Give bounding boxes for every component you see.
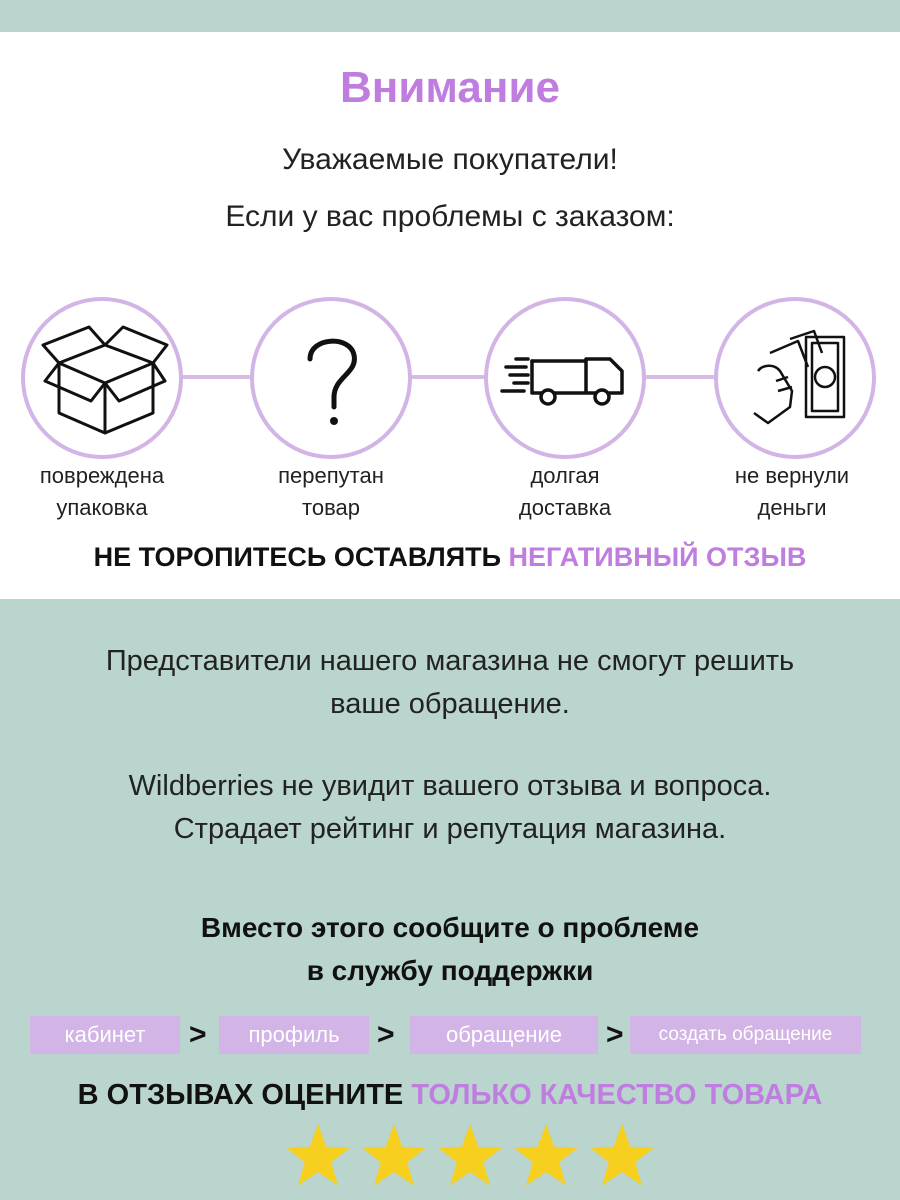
money-hand-icon <box>718 301 872 455</box>
chevron-right-icon: > <box>377 1018 395 1051</box>
step-chip-profile: профиль <box>219 1016 369 1054</box>
intro-text: Если у вас проблемы с заказом: <box>225 200 675 233</box>
star-icon <box>438 1124 503 1186</box>
refund-circle <box>714 297 876 459</box>
rating-accent: ТОЛЬКО КАЧЕСТВО ТОВАРА <box>411 1079 823 1111</box>
warning-headline <box>0 542 900 573</box>
issue-label: не вернули <box>734 463 850 488</box>
rating-text: В ОТЗЫВАХ ОЦЕНИТЕ <box>77 1079 404 1111</box>
issue-label: перепутан <box>278 463 384 488</box>
chevron-right-icon: > <box>606 1018 624 1051</box>
long-delivery-circle <box>484 297 646 459</box>
headline-text: НЕ ТОРОПИТЕСЬ ОСТАВЛЯТЬ <box>93 542 502 572</box>
paragraph-line: Wildberries не увидит вашего отзыва и вопроса. <box>128 770 772 802</box>
star-icon <box>362 1124 427 1186</box>
wrong-item-circle <box>250 297 412 459</box>
issue-label: деньги <box>757 495 827 520</box>
paragraph-line: Представители нашего магазина не смогут решить <box>105 645 795 677</box>
paragraph-line: ваше обращение. <box>330 688 570 720</box>
page-title: Внимание <box>340 63 560 112</box>
headline-accent: НЕГАТИВНЫЙ ОТЗЫВ <box>508 542 807 572</box>
issue-label: повреждена <box>39 463 165 488</box>
support-instruction: Вместо этого сообщите о проблеме <box>200 912 700 943</box>
chevron-right-icon: > <box>189 1018 207 1051</box>
damaged-package-circle <box>21 297 183 459</box>
step-chip-create-appeal: создать обращение <box>630 1016 861 1054</box>
star-icon <box>514 1124 579 1186</box>
paragraph-line: Страдает рейтинг и репутация магазина. <box>173 813 727 845</box>
step-chip-cabinet: кабинет <box>30 1016 180 1054</box>
five-star-rating <box>282 1116 662 1196</box>
greeting: Уважаемые покупатели! <box>282 143 618 176</box>
issue-label: товар <box>302 495 360 520</box>
issue-label: долгая <box>530 463 600 488</box>
icons-connector-line <box>100 375 800 379</box>
star-icon <box>590 1124 655 1186</box>
box-icon <box>25 301 179 455</box>
issue-label: доставка <box>518 495 612 520</box>
support-instruction: в службу поддержки <box>306 955 594 986</box>
rating-headline <box>0 1079 900 1112</box>
question-mark-icon <box>254 301 408 455</box>
issue-label: упаковка <box>56 495 148 520</box>
star-icon <box>286 1124 351 1186</box>
delivery-truck-icon <box>488 301 642 455</box>
step-chip-appeal: обращение <box>410 1016 598 1054</box>
